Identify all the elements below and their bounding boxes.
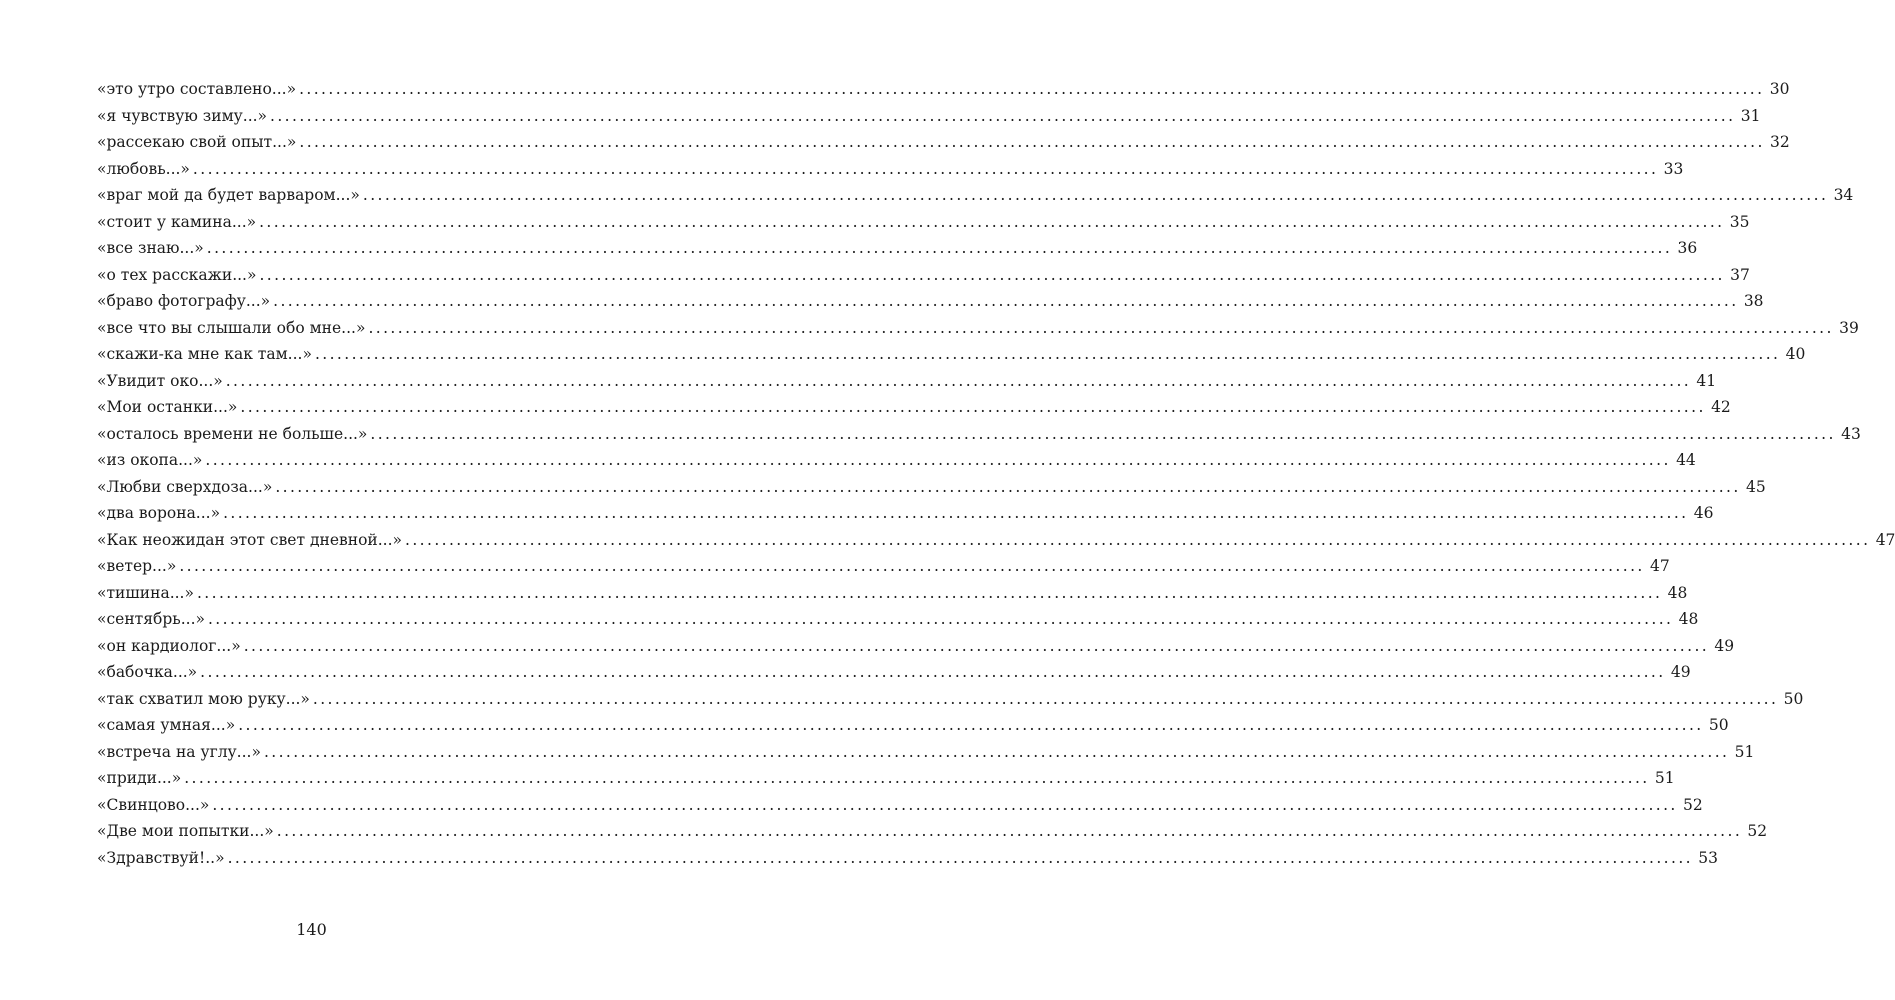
toc-entry [97,606,1699,633]
toc-entry-title: «браво фотографу...» [97,292,271,310]
toc-entry-title: «Мои останки...» [97,398,238,416]
dot-leader: ........................................................................................................................................................................................................ [205,451,1671,469]
toc-entry [97,527,1895,554]
toc-entry-title: «сентябрь...» [97,610,205,628]
toc-entry [97,553,1670,580]
toc-entry [97,129,1790,156]
dot-leader: ........................................................................................................................................................................................................ [259,212,1725,231]
toc-entry [97,315,1859,342]
toc-entry-title: «скажи-ка мне как там...» [97,345,312,363]
toc-entry-title: «о тех расскажи...» [97,265,257,284]
dot-leader: ........................................................................................................................................................................................................ [184,769,1650,787]
toc-entry-title: «любовь...» [97,159,190,178]
toc-entry-page: 36 [1677,239,1698,257]
dot-leader: ........................................................................................................................................................................................................ [212,795,1678,814]
dot-leader: ........................................................................................................................................................................................................ [362,186,1829,204]
toc-entry-title: «тишина...» [97,583,194,602]
toc-entry [97,845,1718,872]
toc-entry-page: 42 [1711,398,1731,416]
toc-entry-page: 52 [1747,822,1768,840]
table-of-contents [97,76,1895,871]
toc-entry-page: 49 [1714,636,1735,655]
toc-entry [97,288,1764,315]
dot-leader: ........................................................................................................................................................................................................ [273,292,1739,310]
toc-entry-page: 47 [1650,557,1670,575]
toc-entry [97,182,1854,209]
toc-entry-page: 35 [1729,212,1750,231]
toc-entry [97,792,1703,819]
toc-entry [97,659,1691,686]
toc-entry [97,103,1761,130]
dot-leader: ........................................................................................................................................................................................................ [299,80,1765,98]
toc-entry-title: «приди...» [97,769,182,787]
toc-entry [97,341,1806,368]
toc-entry [97,765,1675,792]
toc-entry [97,712,1729,739]
dot-leader: ........................................................................................................................................................................................................ [299,133,1765,151]
toc-entry-title: «враг мой да будет варваром...» [97,186,360,204]
dot-leader: ........................................................................................................................................................................................................ [192,159,1659,178]
toc-entry-title: «рассекаю свой опыт...» [97,133,297,151]
toc-entry-page: 31 [1740,106,1761,125]
toc-entry-title: «все знаю...» [97,239,204,257]
dot-leader: ........................................................................................................................................................................................................ [270,106,1736,125]
toc-entry [97,739,1755,766]
toc-entry-title: «Как неожидан этот свет дневной...» [97,530,403,549]
toc-entry-page: 30 [1769,80,1790,98]
toc-entry [97,421,1861,448]
toc-entry-page: 50 [1783,689,1804,708]
dot-leader: ........................................................................................................................................................................................................ [207,610,1674,628]
toc-entry [97,209,1750,236]
toc-entry-title: «Две мои попытки...» [97,822,274,840]
toc-entry [97,394,1731,421]
dot-leader: ........................................................................................................................................................................................................ [225,371,1692,390]
dot-leader: ........................................................................................................................................................................................................ [370,424,1836,443]
toc-entry-page: 53 [1698,848,1718,867]
page-number: 140 [296,920,327,939]
toc-entry-page: 37 [1730,265,1750,284]
dot-leader: ........................................................................................................................................................................................................ [405,530,1871,549]
dot-leader: ........................................................................................................................................................................................................ [259,265,1725,284]
dot-leader: ........................................................................................................................................................................................................ [223,504,1689,522]
dot-leader: ........................................................................................................................................................................................................ [368,318,1834,337]
toc-entry [97,580,1688,607]
toc-entry-page: 49 [1670,663,1691,681]
dot-leader: ........................................................................................................................................................................................................ [179,557,1645,575]
toc-entry-page: 41 [1696,371,1717,390]
toc-entry-title: «осталось времени не больше...» [97,424,368,443]
toc-entry [97,500,1714,527]
toc-entry-page: 45 [1745,477,1766,496]
toc-entry-title: «стоит у камина...» [97,212,257,231]
toc-entry-page: 51 [1654,769,1675,787]
toc-entry [97,76,1790,103]
toc-entry [97,262,1750,289]
toc-entry-title: «самая умная...» [97,716,236,734]
toc-entry-page: 51 [1734,742,1755,761]
toc-entry-title: «Любви сверхдоза...» [97,477,273,496]
toc-entry-page: 47 [1875,530,1895,549]
toc-entry-title: «я чувствую зиму...» [97,106,268,125]
toc-entry-page: 48 [1678,610,1699,628]
toc-entry-page: 38 [1743,292,1764,310]
toc-entry-page: 50 [1708,716,1729,734]
toc-entry [97,686,1804,713]
dot-leader: ........................................................................................................................................................................................................ [276,822,1743,840]
dot-leader: ........................................................................................................................................................................................................ [206,239,1673,257]
toc-entry-title: «бабочка...» [97,663,198,681]
dot-leader: ........................................................................................................................................................................................................ [243,636,1710,655]
toc-entry-page: 48 [1667,583,1688,602]
toc-entry [97,633,1735,660]
dot-leader: ........................................................................................................................................................................................................ [275,477,1741,496]
toc-entry-page: 33 [1663,159,1684,178]
dot-leader: ........................................................................................................................................................................................................ [312,689,1779,708]
toc-entry-title: «он кардиолог...» [97,636,241,655]
dot-leader: ........................................................................................................................................................................................................ [240,398,1706,416]
toc-entry-page: 52 [1683,795,1703,814]
dot-leader: ........................................................................................................................................................................................................ [263,742,1730,761]
toc-entry [97,474,1766,501]
toc-entry-page: 44 [1676,451,1696,469]
toc-entry-page: 46 [1693,504,1714,522]
toc-entry-title: «ветер...» [97,557,177,575]
toc-entry-page: 39 [1839,318,1859,337]
toc-entry-title: «Здравствуй!..» [97,848,225,867]
toc-entry [97,818,1768,845]
toc-entry-page: 34 [1833,186,1854,204]
toc-entry-title: «два ворона...» [97,504,221,522]
dot-leader: ........................................................................................................................................................................................................ [227,848,1693,867]
toc-entry [97,447,1696,474]
dot-leader: ........................................................................................................................................................................................................ [238,716,1704,734]
toc-entry-title: «Увидит око...» [97,371,223,390]
toc-entry-title: «так схватил мою руку...» [97,689,310,708]
toc-entry-page: 32 [1770,133,1790,151]
toc-entry [97,368,1717,395]
toc-entry-page: 40 [1785,345,1806,363]
toc-entry-title: «Свинцово...» [97,795,210,814]
toc-entry [97,235,1698,262]
dot-leader: ........................................................................................................................................................................................................ [314,345,1781,363]
toc-entry-title: «это утро составлено...» [97,80,297,98]
toc-entry-title: «из окопа...» [97,451,203,469]
toc-entry-title: «все что вы слышали обо мне...» [97,318,366,337]
toc-entry-page: 43 [1841,424,1861,443]
toc-entry [97,156,1684,183]
dot-leader: ........................................................................................................................................................................................................ [196,583,1663,602]
dot-leader: ........................................................................................................................................................................................................ [200,663,1666,681]
toc-entry-title: «встреча на углу...» [97,742,261,761]
